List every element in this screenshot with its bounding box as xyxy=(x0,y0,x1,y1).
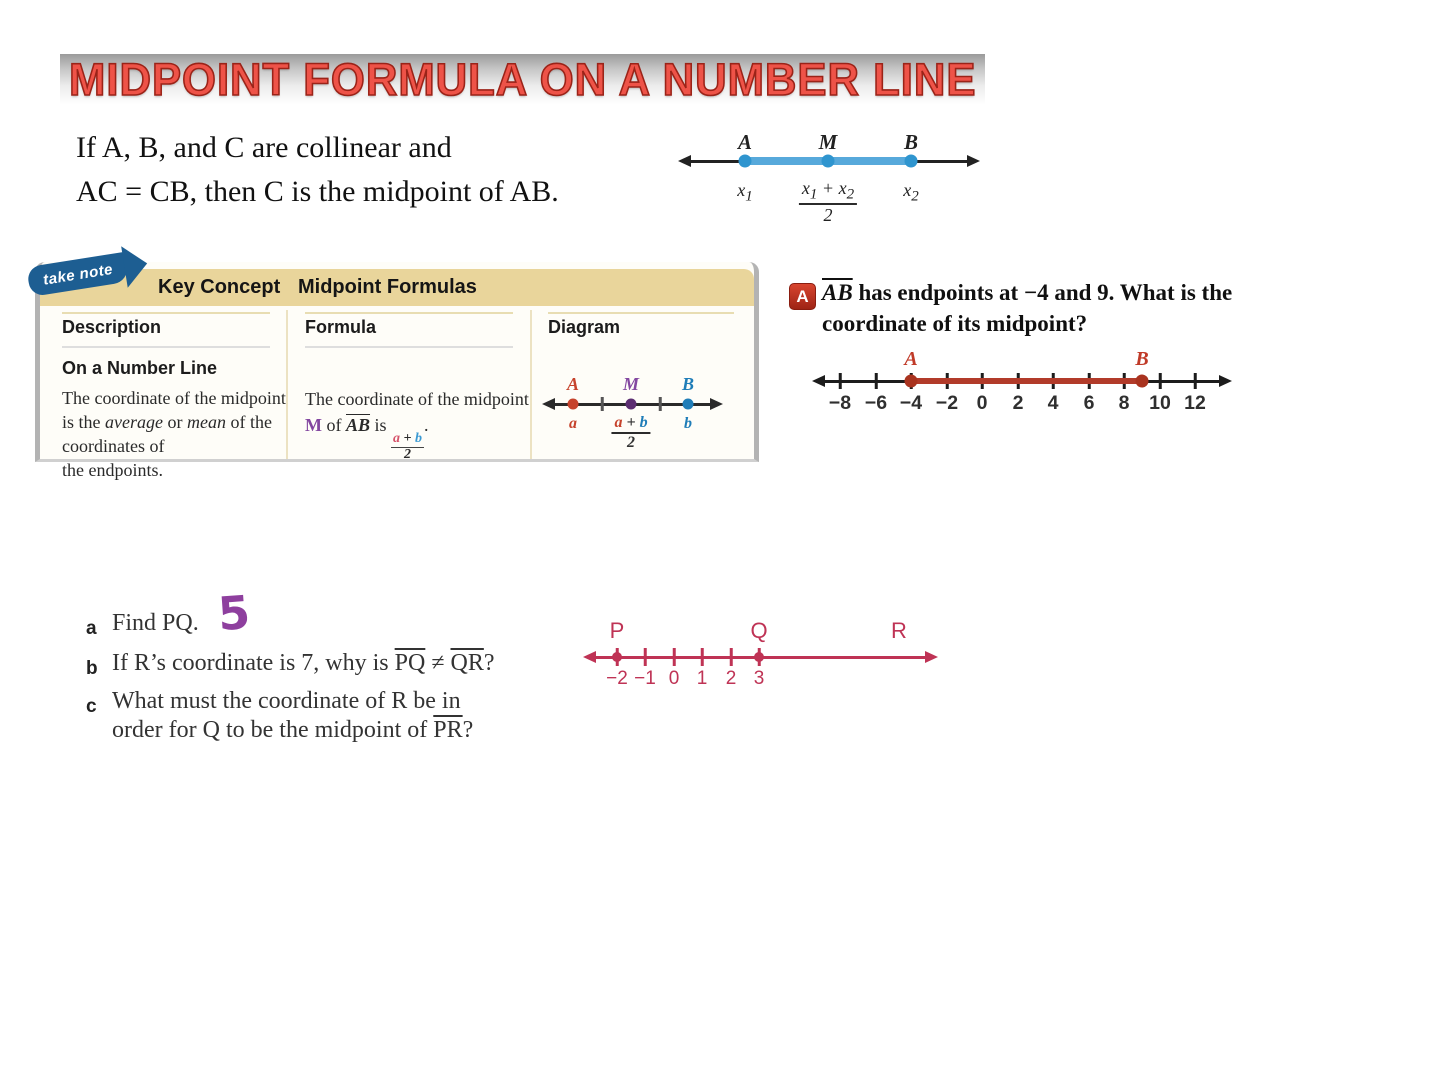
label-m: M xyxy=(818,130,838,154)
description-body: The coordinate of the midpoint is the average or mean of the coordinates of the endpoints. xyxy=(62,388,286,480)
tick-label: −1 xyxy=(634,668,656,689)
question-c-line-2: order for Q to be the midpoint of $\overline{PR}$? xyxy=(112,717,474,743)
ribbon-arrow-icon xyxy=(121,243,150,288)
coord-midpoint-fraction: $\frac{x_1 + x_2}{2}$ xyxy=(799,178,857,227)
key-concept-box xyxy=(35,260,759,480)
tick xyxy=(875,373,878,389)
tick xyxy=(1159,373,1162,389)
coord-x1: $x_1$ xyxy=(737,180,753,205)
divider xyxy=(305,312,513,314)
right-arrow-icon xyxy=(925,651,938,663)
label-a: A xyxy=(904,348,918,370)
question-c-label: c xyxy=(86,696,97,717)
formula-ab: $\overline{AB}$ xyxy=(346,415,371,435)
question-a-label: a xyxy=(86,618,97,639)
intro-line-2: AC = CB, then C is the midpoint of AB. xyxy=(76,175,559,208)
right-arrow-icon xyxy=(710,398,723,410)
formula-body: The coordinate of the midpoint M of $\overline{AB}$ is $\frac{a + b}{2}$ . xyxy=(305,389,529,462)
point-b xyxy=(1136,375,1149,388)
formula-fraction: $\frac{a + b}{2}$ xyxy=(393,431,423,462)
question-a-text: Find PQ. xyxy=(112,610,199,636)
intro-text xyxy=(76,126,559,214)
column-header-formula: Formula xyxy=(305,317,377,337)
title-banner xyxy=(60,54,985,105)
point-m xyxy=(626,399,637,410)
example-a-numberline xyxy=(812,348,1232,418)
formula-m: M xyxy=(305,415,322,435)
key-concept-label: Key Concept xyxy=(158,276,281,298)
divider xyxy=(548,312,734,314)
tick-label: −8 xyxy=(828,392,852,414)
label-b: B xyxy=(681,374,695,394)
tick xyxy=(644,648,647,666)
tick xyxy=(701,648,704,666)
tick-label: 10 xyxy=(1149,392,1171,414)
question-b-text: If R’s coordinate is 7, why is $\overline{PQ} \ne \overline{QR}$? xyxy=(112,650,495,676)
tick-label: −4 xyxy=(899,392,923,414)
divider xyxy=(62,346,270,348)
point-b xyxy=(683,399,694,410)
tick-label: 3 xyxy=(753,668,765,689)
tick xyxy=(601,397,604,411)
left-arrow-icon xyxy=(812,375,825,387)
coord-b: b xyxy=(684,415,692,432)
example-a-line-1: $\overline{AB}$ has endpoints at −4 and 9. What is the xyxy=(822,280,1233,305)
label-m: M xyxy=(622,374,640,394)
ribbon-body xyxy=(26,252,129,297)
tick-label: 12 xyxy=(1184,392,1206,414)
table-diagram-numberline xyxy=(540,370,725,455)
handwritten-answer: 5 xyxy=(216,584,252,642)
tick-label: 0 xyxy=(976,392,988,414)
midpoint-numberline-diagram xyxy=(678,128,980,236)
tick xyxy=(730,648,733,666)
pqr-numberline xyxy=(583,608,938,698)
label-p: P xyxy=(609,618,625,643)
intro-line-1: If A, B, and C are collinear and xyxy=(76,131,452,164)
tick xyxy=(673,648,676,666)
label-b: B xyxy=(1135,348,1149,370)
point-a xyxy=(568,399,579,410)
point-b xyxy=(905,155,918,168)
label-a: A xyxy=(737,130,753,154)
clipped-line: the endpoints. xyxy=(62,460,163,480)
tick-label: −6 xyxy=(864,392,888,414)
tick-label: −2 xyxy=(606,668,628,689)
tick xyxy=(839,373,842,389)
point-a xyxy=(739,155,752,168)
column-header-diagram: Diagram xyxy=(548,317,621,337)
point-a xyxy=(905,375,918,388)
column-divider xyxy=(286,310,288,459)
tick-label: 2 xyxy=(725,668,737,689)
divider xyxy=(62,312,270,314)
divider xyxy=(305,346,513,348)
questions-block xyxy=(82,584,622,768)
segment-ab xyxy=(911,378,1142,384)
coord-midpoint-fraction: $\frac{a + b}{2}$ xyxy=(611,414,650,453)
question-b-label: b xyxy=(86,658,98,679)
label-a: A xyxy=(566,374,580,394)
example-a-badge: A xyxy=(789,283,816,310)
coord-a: a xyxy=(569,415,577,432)
left-arrow-icon xyxy=(678,155,691,167)
tick xyxy=(659,397,662,411)
question-c-line-1: What must the coordinate of R be in xyxy=(112,688,461,714)
right-arrow-icon xyxy=(967,155,980,167)
point-m xyxy=(822,155,835,168)
description-heading: On a Number Line xyxy=(62,358,218,378)
tick-label: 0 xyxy=(668,668,680,689)
tick-label: 2 xyxy=(1012,392,1024,414)
tick-label: 6 xyxy=(1083,392,1095,414)
example-a-line-2: coordinate of its midpoint? xyxy=(822,311,1088,336)
right-arrow-icon xyxy=(1219,375,1232,387)
tick-label: 8 xyxy=(1118,392,1130,414)
left-arrow-icon xyxy=(542,398,555,410)
coord-x2: $x_2$ xyxy=(903,180,919,205)
tick-label: 4 xyxy=(1047,392,1059,414)
ribbon-label: take note xyxy=(41,260,115,289)
label-b: B xyxy=(903,130,919,154)
page-title: MIDPOINT FORMULA ON A NUMBER LINE xyxy=(68,53,977,105)
tick-label: 1 xyxy=(696,668,708,689)
key-concept-title: Midpoint Formulas xyxy=(298,276,477,298)
tick-label: −2 xyxy=(935,392,959,414)
column-header-description: Description xyxy=(62,317,162,337)
label-r: R xyxy=(891,618,907,643)
left-arrow-icon xyxy=(583,651,596,663)
tick xyxy=(1194,373,1197,389)
point-p xyxy=(612,652,622,662)
label-q: Q xyxy=(750,618,768,643)
point-q xyxy=(754,652,764,662)
